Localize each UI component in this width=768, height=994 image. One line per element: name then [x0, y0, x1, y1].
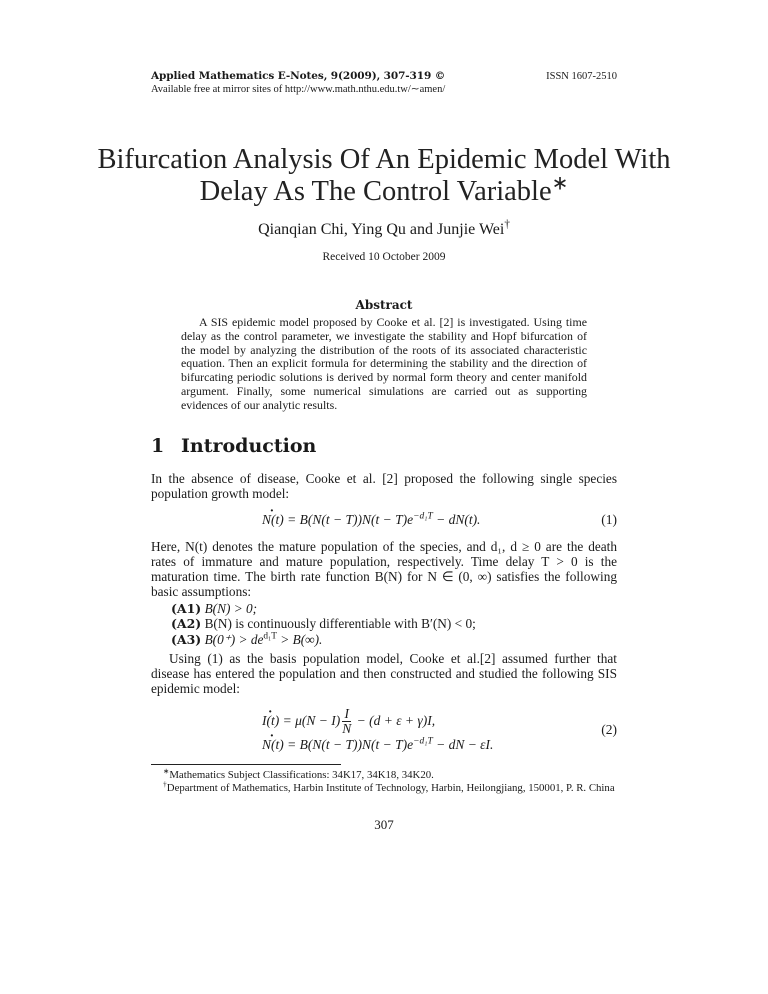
equation-2-system: [151, 706, 493, 754]
abstract-body: A SIS epidemic model proposed by Cooke et al. [2] is investigated. Using time delay as the control parameter, we investigate the stability and Hopf bifurcation of the model by analyzing the distribution of the roots of its associated characteristic equation. Then an explicit formula for determining the stability and the direction of bifurcating periodic solutions is derived by normal form theory and center manifold argument. Finally, some numerical simulations are carried out as supporting evidences of our analytic results.: [181, 315, 587, 412]
author-footnote-marker: †: [504, 218, 510, 231]
assumption-text-post: > B(∞).: [276, 631, 323, 647]
title-line-2: [0, 172, 768, 208]
fraction-numerator: I: [342, 707, 351, 722]
assumption-label: (A1): [171, 600, 202, 616]
equation-1: [151, 511, 480, 529]
assumption-text: B(N) is continuously differentiable with B′(N) < 0;: [204, 616, 476, 632]
running-header: [151, 70, 617, 96]
eq2b-lhs: · N(t): [262, 736, 284, 754]
header-left: [151, 70, 445, 96]
authors: [0, 220, 768, 240]
received-date: Received 10 October 2009: [322, 251, 446, 263]
paragraph-intro: In the absence of disease, Cooke et al. [2] proposed the following single species population growth model:: [151, 470, 617, 501]
footnote-rule: [151, 764, 341, 765]
equation-1-number: (1): [601, 511, 617, 527]
assumption-text: B(N) > 0;: [204, 600, 258, 616]
footnote-text: Department of Mathematics, Harbin Institute of Technology, Harbin, Heilongjiang, 150001, P. R. China: [166, 782, 615, 795]
footnote-affiliation: [151, 779, 617, 795]
author-names: Qianqian Chi, Ying Qu and Junjie Wei: [258, 221, 505, 238]
assumption-a1: [171, 601, 617, 617]
title-footnote-marker: ∗: [551, 172, 569, 195]
assumption-a2: [171, 616, 617, 632]
abstract-heading: Abstract: [355, 298, 413, 312]
eq2a-pre: = μ(N − I): [282, 713, 341, 729]
section-heading: [151, 435, 617, 457]
journal-citation: Applied Mathematics E-Notes, 9(2009), 307-319 ©: [151, 70, 446, 82]
footnote-marker: ∗: [163, 766, 170, 776]
eq1-exponent: −d₁T: [413, 511, 433, 522]
title-line-1: Bifurcation Analysis Of An Epidemic Model With: [97, 144, 671, 175]
page-number: 307: [374, 817, 394, 833]
paper-title: [0, 144, 768, 208]
eq2a-tail: − (d + ε + γ)I,: [353, 713, 436, 729]
equation-1-row: [151, 511, 617, 529]
eq1-lhs: · N(t): [262, 511, 284, 529]
eq2a-lhs: · I(t): [262, 706, 279, 736]
equation-2-number: (2): [601, 722, 617, 738]
eq2b-rhs: = B(N(t − T))N(t − T)e: [287, 737, 414, 753]
footnote-msc: [151, 766, 617, 782]
assumption-list: [171, 601, 617, 648]
assumption-text-pre: B(0⁺) > de: [204, 631, 264, 647]
section-number: 1: [151, 434, 165, 457]
eq1-rhs: = B(N(t − T))N(t − T)e: [287, 511, 414, 527]
assumption-a3: [171, 632, 617, 648]
eq2b-tail: − dN − εI.: [432, 737, 494, 753]
availability-link[interactable]: Available free at mirror sites of http://www.math.nthu.edu.tw/∼amen/: [151, 84, 446, 95]
equation-2a: [262, 706, 493, 736]
assumption-exponent: d₁T: [263, 631, 277, 642]
paragraph-definitions: Here, N(t) denotes the mature population of the species, and d₁, d ≥ 0 are the death rates of immature and mature population, respectively. Time delay T > 0 is the maturation time. The birth rate function B(N) for N ∈ (0, ∞) satisfies the following basic assumptions:: [151, 538, 617, 599]
equation-2-row: [151, 706, 617, 754]
issn: ISSN 1607-2510: [546, 71, 617, 82]
assumption-label: (A2): [171, 616, 202, 632]
title-line-2-text: Delay As The Control Variable: [199, 176, 552, 207]
eq1-tail: − dN(t).: [432, 511, 481, 527]
section-title: Introduction: [181, 434, 317, 457]
footnote-text: Mathematics Subject Classifications: 34K17, 34K18, 34K20.: [169, 769, 434, 782]
equation-2b: [262, 736, 493, 754]
eq2b-exponent: −d₁T: [413, 736, 433, 747]
assumption-label: (A3): [171, 631, 202, 647]
fraction-denominator: N: [342, 721, 352, 737]
paragraph-sis-model: Using (1) as the basis population model, Cooke et al.[2] assumed further that disease has entered the population and then constructed and studied the following SIS epidemic model:: [151, 651, 617, 697]
eq2a-fraction: [342, 707, 351, 736]
footnote-marker: †: [163, 779, 167, 789]
